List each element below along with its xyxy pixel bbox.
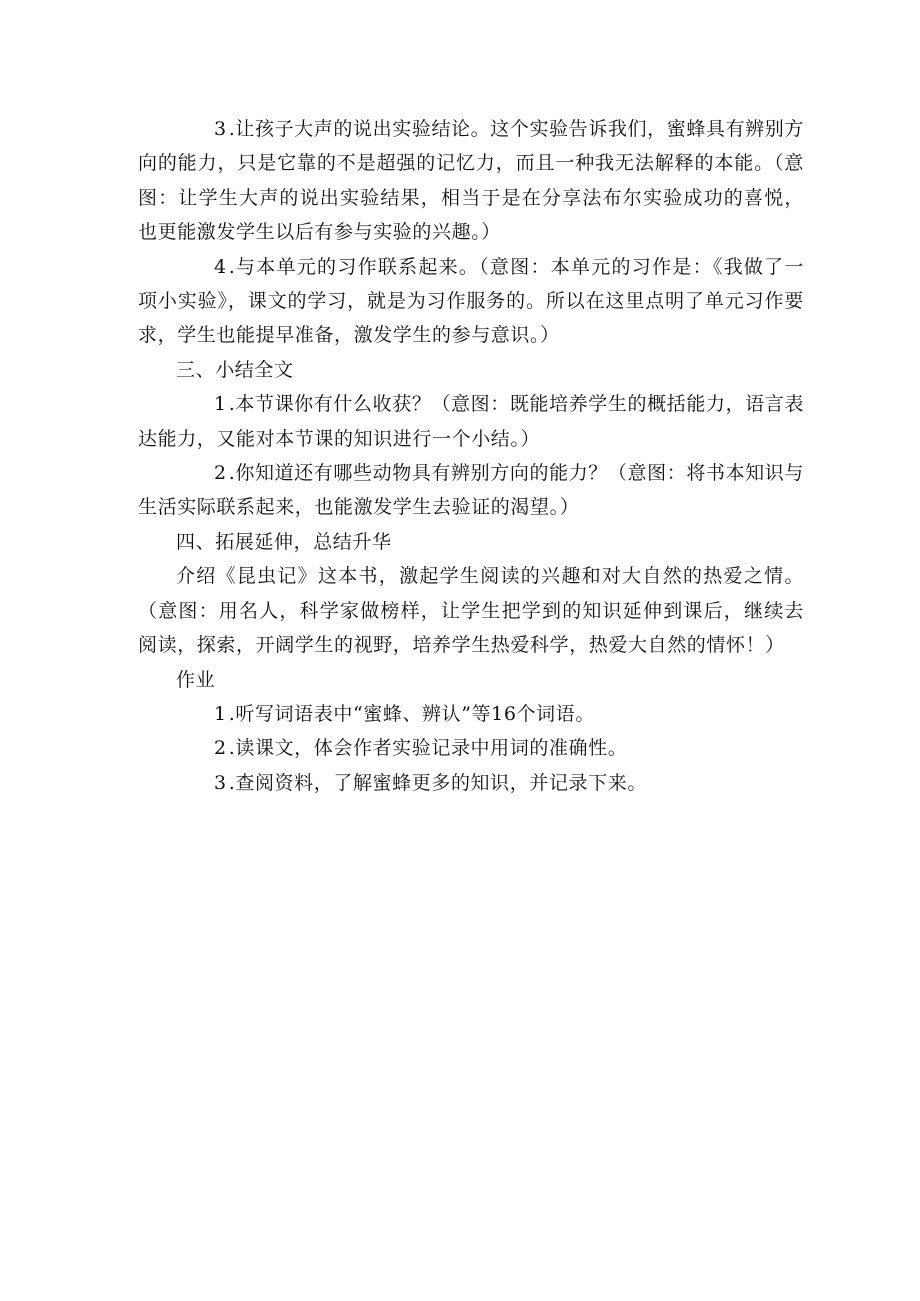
- paragraph-text: .查阅资料，了解蜜蜂更多的知识，并记录下来。: [228, 771, 647, 794]
- paragraph-text: .让孩子大声的说出实验结论。这个实验告诉我们，蜜蜂具有辨别方向的能力，只是它靠的不是超强的记忆力，而且一种我无法解释的本能。（意图：让学生大声的说出实验结果，相当于是在分享法布尔实验成功的喜悦，也更能激发学生以后有参与实验的兴趣。）: [138, 118, 804, 244]
- item-number: 1: [214, 702, 227, 725]
- paragraph-text: .与本单元的习作联系起来。（意图：本单元的习作是：《我做了一项小实验》，课文的学习，就是为习作服务的。所以在这里点明了单元习作要求，学生也能提早准备，激发学生的参与意识。）: [138, 255, 804, 347]
- paragraph-conclusion: [138, 112, 804, 250]
- item-number: 3: [214, 771, 227, 794]
- item-number: 3: [214, 118, 227, 140]
- paragraph-text: .本节课你有什么收获？（意图：既能培养学生的概括能力，语言表达能力，又能对本节课的知识进行一个小结。）: [138, 393, 804, 450]
- paragraph-book-intro: [138, 559, 804, 662]
- paragraph-text: .听写词语表中“蜜蜂、辨认”等16个词语。: [228, 702, 595, 725]
- item-number: 2: [214, 737, 227, 760]
- document-page: [138, 112, 804, 800]
- section-heading-extension: [138, 525, 804, 559]
- section-heading-text: 三、小结全文: [176, 358, 294, 381]
- homework-item-3: [138, 766, 804, 800]
- paragraph-gains: [138, 387, 804, 456]
- item-number: 2: [214, 462, 227, 485]
- section-heading-text: 四、拓展延伸，总结升华: [176, 530, 392, 553]
- section-heading-text: 作业: [176, 668, 216, 691]
- item-number: 4: [214, 255, 227, 278]
- paragraph-writing-link: [138, 250, 804, 353]
- section-heading-summary: [138, 353, 804, 387]
- homework-item-1: [138, 697, 804, 731]
- homework-item-2: [138, 731, 804, 765]
- paragraph-other-animals: [138, 456, 804, 525]
- paragraph-text: .你知道还有哪些动物具有辨别方向的能力？（意图：将书本知识与生活实际联系起来，也能激发学生去验证的渴望。）: [138, 462, 804, 519]
- paragraph-text: 介绍《昆虫记》这本书，激起学生阅读的兴趣和对大自然的热爱之情。（意图：用名人，科学家做榜样，让学生把学到的知识延伸到课后，继续去阅读，探索，开阔学生的视野，培养学生热爱科学，热爱大自然的情怀！）: [138, 565, 804, 657]
- paragraph-text: .读课文，体会作者实验记录中用词的准确性。: [228, 737, 628, 760]
- section-heading-homework: [138, 663, 804, 697]
- item-number: 1: [214, 393, 227, 416]
